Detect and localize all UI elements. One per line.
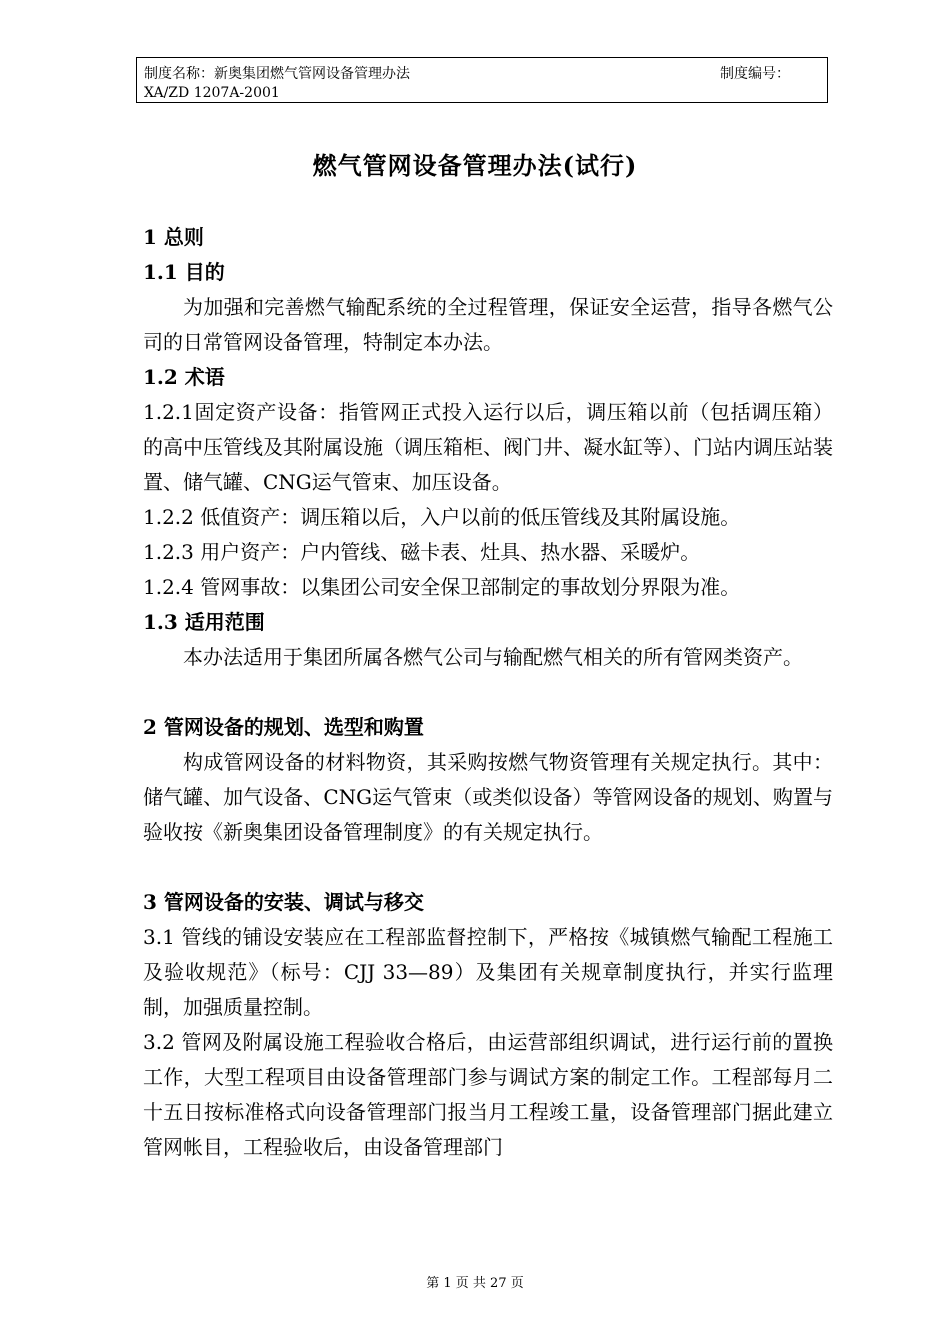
section-1-3-paragraph: 本办法适用于集团所属各燃气公司与输配燃气相关的所有管网类资产。 [183,645,803,669]
section-3-heading: 3 管网设备的安装、调试与移交 [143,890,424,914]
header-regulation-name: 制度名称：新奥集团燃气管网设备管理办法 [144,66,410,82]
section-3-1-paragraph: 3.1 管线的铺设安装应在工程部监督控制下，严格按《城镇燃气输配工程施工及验收规范》（标号：CJJ 33—89）及集团有关规章制度执行，并实行监理制，加强质量控制。 [143,925,833,1019]
document-header [136,57,828,103]
term-1-2-1: 1.2.1固定资产设备：指管网正式投入运行以后，调压箱以前（包括调压箱）的高中压管线及其附属设施（调压箱柜、阀门井、凝水缸等）、门站内调压站装置、储气罐、CNG运气管束、加压设备。 [143,400,833,494]
section-1-1-heading: 1.1 目的 [143,260,225,284]
header-code-value: XA/ZD 1207A-2001 [144,85,280,101]
header-code-label: 制度编号： [720,66,790,82]
section-1-heading: 1 总则 [143,225,204,249]
term-1-2-2: 1.2.2 低值资产：调压箱以后，入户以前的低压管线及其附属设施。 [143,505,741,529]
document-body [143,220,833,1165]
section-3-2-paragraph: 3.2 管网及附属设施工程验收合格后，由运营部组织调试，进行运行前的置换工作，大型工程项目由设备管理部门参与调试方案的制定工作。工程部每月二十五日按标准格式向设备管理部门报当月工程竣工量，设备管理部门据此建立管网帐目，工程验收后，由设备管理部门 [143,1030,833,1159]
section-2-heading: 2 管网设备的规划、选型和购置 [143,715,424,739]
spacer [143,850,833,885]
term-1-2-4: 1.2.4 管网事故：以集团公司安全保卫部制定的事故划分界限为准。 [143,575,741,599]
section-1-3-heading: 1.3 适用范围 [143,610,265,634]
page-title: 燃气管网设备管理办法(试行) [312,151,638,180]
section-1-1-paragraph: 为加强和完善燃气输配系统的全过程管理，保证安全运营，指导各燃气公司的日常管网设备管理，特制定本办法。 [143,295,833,354]
term-1-2-3: 1.2.3 用户资产：户内管线、磁卡表、灶具、热水器、采暖炉。 [143,540,701,564]
section-2-paragraph: 构成管网设备的材料物资，其采购按燃气物资管理有关规定执行。其中：储气罐、加气设备、CNG运气管束（或类似设备）等管网设备的规划、购置与验收按《新奥集团设备管理制度》的有关规定执行。 [143,750,833,844]
section-1-2-heading: 1.2 术语 [143,365,225,389]
spacer [143,675,833,710]
page-number: 第 1 页 共 27 页 [426,1276,524,1291]
